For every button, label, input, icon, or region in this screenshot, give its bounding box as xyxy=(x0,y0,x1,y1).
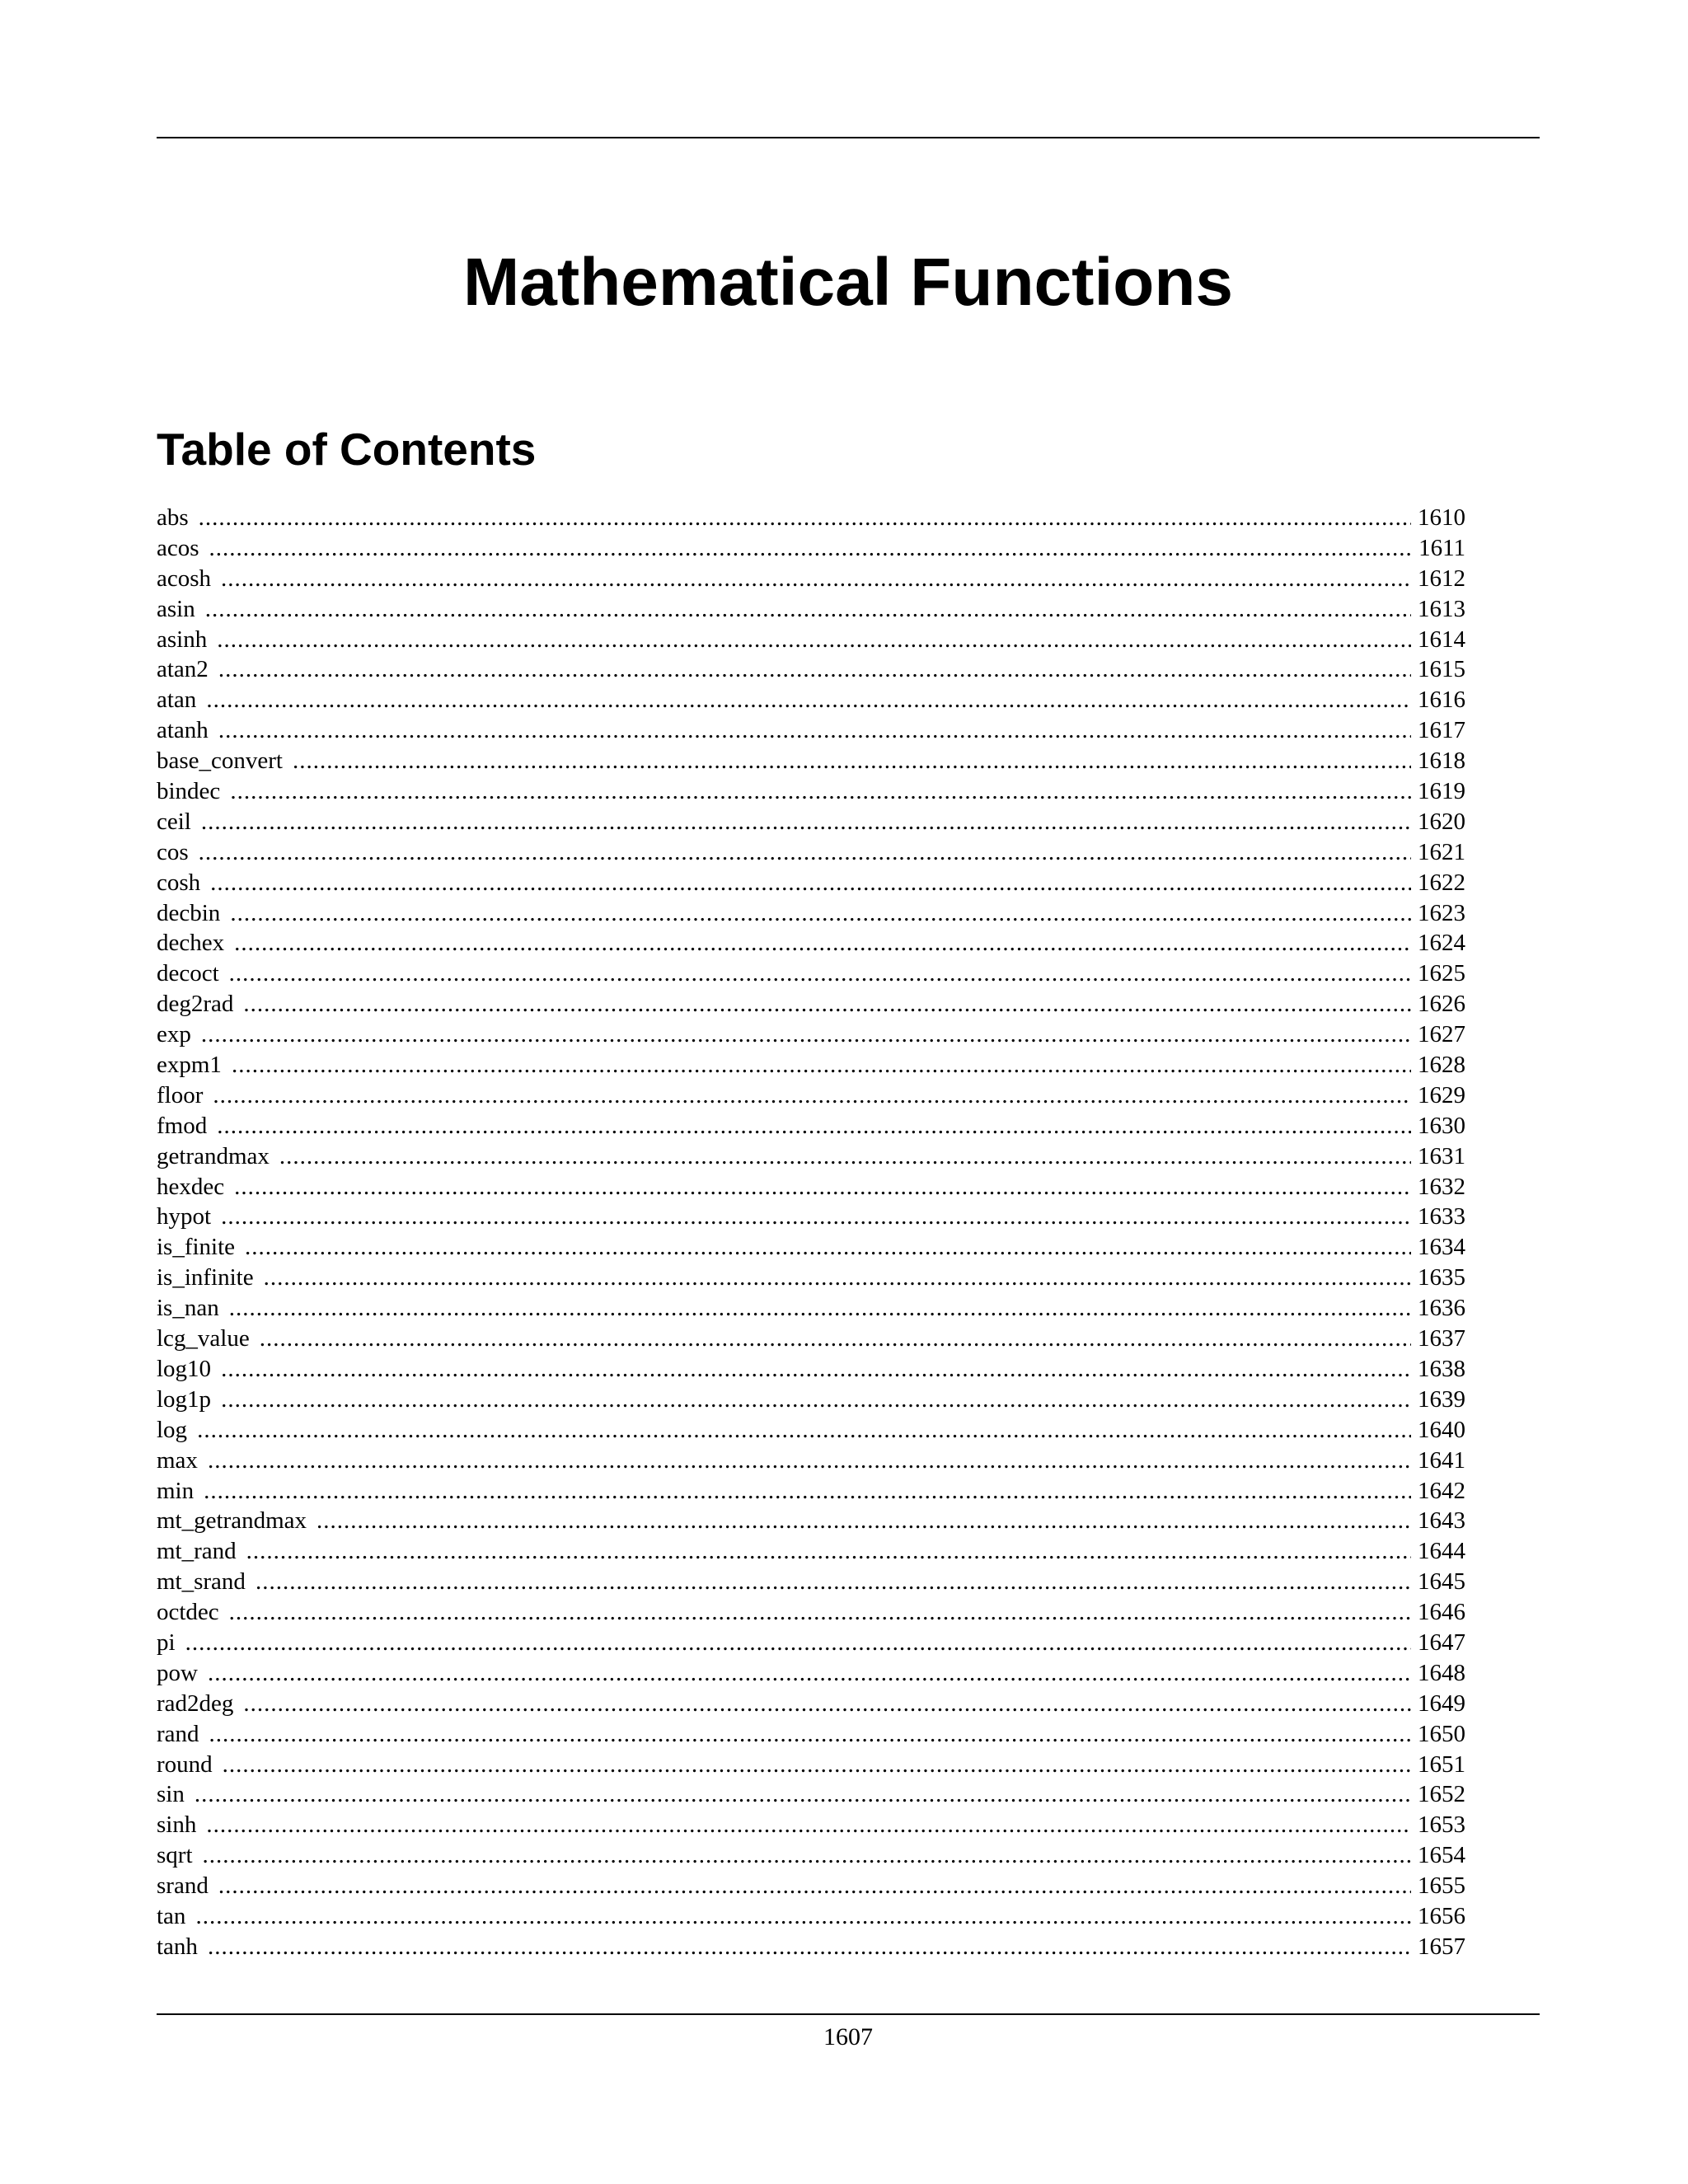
toc-entry[interactable] xyxy=(157,533,1465,564)
toc-entry[interactable] xyxy=(157,1324,1465,1354)
toc-entry-name: hypot xyxy=(157,1203,212,1230)
toc-entry-page: 1615 xyxy=(1418,656,1465,683)
toc-entry-name: decoct xyxy=(157,960,219,987)
toc-entry-page: 1638 xyxy=(1418,1355,1465,1382)
toc-entry[interactable] xyxy=(157,1446,1465,1476)
toc-entry[interactable] xyxy=(157,625,1465,655)
toc-entry-name: base_convert xyxy=(157,748,283,775)
toc-entry[interactable] xyxy=(157,1385,1465,1415)
toc-entry-page: 1611 xyxy=(1418,534,1465,561)
chapter-title: Mathematical Functions xyxy=(462,245,1234,320)
toc-dot-leader xyxy=(197,1415,1411,1446)
toc-entry-page: 1642 xyxy=(1418,1477,1465,1504)
toc-entry-name: bindec xyxy=(157,778,221,805)
toc-dot-leader xyxy=(234,1172,1411,1202)
toc-dot-leader xyxy=(243,1689,1411,1719)
toc-entry-name: srand xyxy=(157,1872,209,1900)
toc-entry[interactable] xyxy=(157,989,1465,1019)
toc-dot-leader xyxy=(205,594,1411,625)
toc-entry[interactable] xyxy=(157,1901,1465,1932)
toc-entry-name: dechex xyxy=(157,930,225,957)
toc-dot-leader xyxy=(246,1536,1411,1567)
toc-entry[interactable] xyxy=(157,1050,1465,1080)
toc-entry[interactable] xyxy=(157,868,1465,898)
toc-dot-leader xyxy=(232,1050,1411,1080)
toc-entry-page: 1644 xyxy=(1418,1538,1465,1565)
toc-entry[interactable] xyxy=(157,564,1465,594)
toc-entry[interactable] xyxy=(157,1871,1465,1901)
toc-entry-name: sin xyxy=(157,1781,185,1808)
toc-dot-leader xyxy=(256,1567,1411,1597)
toc-entry-page: 1631 xyxy=(1418,1142,1465,1169)
toc-dot-leader xyxy=(206,685,1411,715)
toc-entry-page: 1624 xyxy=(1418,930,1465,957)
toc-entry-page: 1655 xyxy=(1418,1872,1465,1900)
toc-entry[interactable] xyxy=(157,1932,1465,1962)
toc-entry-page: 1651 xyxy=(1418,1750,1465,1778)
toc-dot-leader xyxy=(221,564,1411,594)
table-of-contents xyxy=(157,503,1465,1962)
toc-entry[interactable] xyxy=(157,715,1465,746)
header-rule xyxy=(157,137,1540,138)
toc-entry-name: mt_srand xyxy=(157,1568,246,1596)
toc-entry-page: 1652 xyxy=(1418,1781,1465,1808)
toc-entry-page: 1654 xyxy=(1418,1842,1465,1869)
toc-entry[interactable] xyxy=(157,928,1465,958)
toc-heading: Table of Contents xyxy=(157,424,537,475)
toc-dot-leader xyxy=(195,1901,1411,1932)
toc-entry-name: pi xyxy=(157,1629,176,1656)
toc-entry-page: 1628 xyxy=(1418,1052,1465,1079)
toc-dot-leader xyxy=(230,898,1411,929)
toc-entry-name: asinh xyxy=(157,626,208,653)
toc-entry[interactable] xyxy=(157,1141,1465,1172)
toc-entry-name: octdec xyxy=(157,1599,219,1626)
toc-entry-page: 1616 xyxy=(1418,687,1465,714)
page-number: 1607 xyxy=(823,2023,873,2050)
toc-entry-name: tanh xyxy=(157,1933,198,1960)
toc-entry[interactable] xyxy=(157,1536,1465,1567)
toc-dot-leader xyxy=(203,1840,1412,1871)
toc-entry-name: is_infinite xyxy=(157,1264,254,1291)
toc-entry[interactable] xyxy=(157,1779,1465,1810)
toc-entry-name: fmod xyxy=(157,1112,208,1139)
toc-entry-name: max xyxy=(157,1446,198,1474)
toc-entry-name: hexdec xyxy=(157,1173,225,1200)
toc-entry-page: 1630 xyxy=(1418,1112,1465,1139)
toc-entry[interactable] xyxy=(157,1111,1465,1141)
toc-entry-name: acosh xyxy=(157,565,212,592)
toc-entry-page: 1637 xyxy=(1418,1325,1465,1352)
toc-entry[interactable] xyxy=(157,1172,1465,1202)
toc-entry[interactable] xyxy=(157,837,1465,868)
toc-entry-name: atan xyxy=(157,687,197,714)
toc-entry-page: 1625 xyxy=(1418,960,1465,987)
toc-dot-leader xyxy=(217,625,1411,655)
toc-entry[interactable] xyxy=(157,776,1465,807)
toc-dot-leader xyxy=(229,958,1411,989)
toc-entry-page: 1619 xyxy=(1418,778,1465,805)
toc-entry[interactable] xyxy=(157,1628,1465,1658)
toc-dot-leader xyxy=(218,715,1411,746)
toc-entry-page: 1656 xyxy=(1418,1902,1465,1929)
toc-entry-page: 1649 xyxy=(1418,1690,1465,1717)
toc-dot-leader xyxy=(218,1871,1411,1901)
toc-dot-leader xyxy=(209,1719,1411,1750)
toc-entry-name: log10 xyxy=(157,1355,212,1382)
toc-entry-name: atan2 xyxy=(157,656,209,683)
toc-entry-page: 1622 xyxy=(1418,869,1465,896)
toc-entry-page: 1634 xyxy=(1418,1234,1465,1261)
toc-entry-name: atanh xyxy=(157,717,209,744)
toc-entry[interactable] xyxy=(157,1810,1465,1840)
toc-entry[interactable] xyxy=(157,1750,1465,1780)
toc-entry-name: expm1 xyxy=(157,1052,222,1079)
toc-entry-page: 1646 xyxy=(1418,1599,1465,1626)
toc-entry-name: sqrt xyxy=(157,1842,193,1869)
toc-entry-name: round xyxy=(157,1750,213,1778)
toc-entry[interactable] xyxy=(157,1597,1465,1628)
toc-entry-name: is_nan xyxy=(157,1295,219,1322)
toc-entry[interactable] xyxy=(157,1658,1465,1689)
toc-entry[interactable] xyxy=(157,685,1465,715)
toc-dot-leader xyxy=(234,928,1411,958)
toc-entry-name: exp xyxy=(157,1021,191,1048)
toc-entry-page: 1618 xyxy=(1418,748,1465,775)
toc-dot-leader xyxy=(199,503,1411,533)
toc-entry-name: lcg_value xyxy=(157,1325,250,1352)
toc-dot-leader xyxy=(208,1658,1411,1689)
toc-entry-page: 1636 xyxy=(1418,1295,1465,1322)
toc-entry[interactable] xyxy=(157,1293,1465,1324)
toc-dot-leader xyxy=(316,1506,1411,1536)
toc-entry[interactable] xyxy=(157,898,1465,929)
toc-entry-name: cos xyxy=(157,838,189,865)
toc-dot-leader xyxy=(195,1779,1411,1810)
toc-entry[interactable] xyxy=(157,1019,1465,1050)
toc-entry-name: mt_getrandmax xyxy=(157,1507,307,1535)
toc-entry-name: asin xyxy=(157,595,195,622)
toc-entry[interactable] xyxy=(157,1263,1465,1293)
toc-entry-page: 1640 xyxy=(1418,1416,1465,1443)
toc-dot-leader xyxy=(230,776,1411,807)
toc-entry[interactable] xyxy=(157,746,1465,776)
toc-entry-page: 1645 xyxy=(1418,1568,1465,1596)
toc-dot-leader xyxy=(221,1202,1411,1232)
toc-entry-name: mt_rand xyxy=(157,1538,237,1565)
toc-entry-page: 1627 xyxy=(1418,1021,1465,1048)
toc-dot-leader xyxy=(221,1354,1411,1385)
toc-entry-page: 1620 xyxy=(1418,808,1465,835)
toc-entry-name: pow xyxy=(157,1659,198,1686)
toc-entry[interactable] xyxy=(157,503,1465,533)
toc-entry-page: 1635 xyxy=(1418,1264,1465,1291)
toc-entry[interactable] xyxy=(157,654,1465,685)
toc-entry-page: 1648 xyxy=(1418,1659,1465,1686)
toc-entry-page: 1632 xyxy=(1418,1173,1465,1200)
toc-entry-name: deg2rad xyxy=(157,991,234,1018)
toc-entry[interactable] xyxy=(157,807,1465,837)
toc-entry-page: 1617 xyxy=(1418,717,1465,744)
toc-entry-page: 1639 xyxy=(1418,1385,1465,1413)
toc-entry-name: abs xyxy=(157,504,189,531)
toc-entry-page: 1612 xyxy=(1418,565,1465,592)
toc-dot-leader xyxy=(201,1019,1411,1050)
toc-entry[interactable] xyxy=(157,1567,1465,1597)
toc-dot-leader xyxy=(218,654,1411,685)
toc-entry-page: 1650 xyxy=(1418,1720,1465,1747)
toc-dot-leader xyxy=(260,1324,1411,1354)
toc-dot-leader xyxy=(208,1446,1411,1476)
toc-entry-page: 1626 xyxy=(1418,991,1465,1018)
toc-entry-page: 1613 xyxy=(1418,595,1465,622)
toc-entry[interactable] xyxy=(157,1080,1465,1111)
toc-dot-leader xyxy=(217,1111,1411,1141)
toc-entry-name: getrandmax xyxy=(157,1142,270,1169)
toc-entry[interactable] xyxy=(157,1840,1465,1871)
toc-entry-page: 1641 xyxy=(1418,1446,1465,1474)
toc-dot-leader xyxy=(229,1293,1411,1324)
toc-entry-name: acos xyxy=(157,534,199,561)
toc-entry-name: decbin xyxy=(157,899,221,926)
toc-entry[interactable] xyxy=(157,1689,1465,1719)
toc-entry-page: 1657 xyxy=(1418,1933,1465,1960)
toc-entry[interactable] xyxy=(157,1202,1465,1232)
toc-entry[interactable] xyxy=(157,1232,1465,1263)
toc-entry-name: sinh xyxy=(157,1811,197,1839)
toc-dot-leader xyxy=(206,1810,1411,1840)
toc-entry-name: rad2deg xyxy=(157,1690,234,1717)
toc-entry[interactable] xyxy=(157,1506,1465,1536)
toc-dot-leader xyxy=(204,1476,1411,1507)
toc-entry-name: rand xyxy=(157,1720,199,1747)
toc-dot-leader xyxy=(293,746,1411,776)
toc-entry-name: cosh xyxy=(157,869,201,896)
toc-dot-leader xyxy=(223,1750,1411,1780)
toc-entry-page: 1621 xyxy=(1418,838,1465,865)
toc-dot-leader xyxy=(210,868,1411,898)
toc-entry[interactable] xyxy=(157,1719,1465,1750)
toc-dot-leader xyxy=(209,533,1413,564)
toc-entry-page: 1629 xyxy=(1418,1081,1465,1108)
toc-dot-leader xyxy=(243,989,1411,1019)
toc-dot-leader xyxy=(208,1932,1411,1962)
toc-entry-page: 1643 xyxy=(1418,1507,1465,1535)
toc-dot-leader xyxy=(201,807,1411,837)
toc-entry-page: 1633 xyxy=(1418,1203,1465,1230)
toc-entry-page: 1614 xyxy=(1418,626,1465,653)
toc-entry-name: is_finite xyxy=(157,1234,236,1261)
toc-dot-leader xyxy=(279,1141,1411,1172)
toc-entry[interactable] xyxy=(157,1415,1465,1446)
toc-entry[interactable] xyxy=(157,594,1465,625)
toc-entry-name: floor xyxy=(157,1081,204,1108)
toc-dot-leader xyxy=(185,1628,1411,1658)
toc-dot-leader xyxy=(221,1385,1411,1415)
toc-dot-leader xyxy=(264,1263,1411,1293)
toc-entry-name: log xyxy=(157,1416,188,1443)
toc-entry-page: 1647 xyxy=(1418,1629,1465,1656)
toc-entry[interactable] xyxy=(157,1476,1465,1507)
toc-dot-leader xyxy=(245,1232,1411,1263)
toc-entry-name: tan xyxy=(157,1902,186,1929)
toc-entry-page: 1623 xyxy=(1418,899,1465,926)
toc-entry-name: min xyxy=(157,1477,195,1504)
footer-rule xyxy=(157,2013,1540,2015)
toc-entry-name: log1p xyxy=(157,1385,212,1413)
toc-dot-leader xyxy=(229,1597,1411,1628)
toc-entry-page: 1610 xyxy=(1418,504,1465,531)
toc-entry-page: 1653 xyxy=(1418,1811,1465,1839)
toc-entry-name: ceil xyxy=(157,808,191,835)
toc-entry[interactable] xyxy=(157,1354,1465,1385)
toc-dot-leader xyxy=(213,1080,1411,1111)
toc-entry[interactable] xyxy=(157,958,1465,989)
toc-dot-leader xyxy=(199,837,1411,868)
